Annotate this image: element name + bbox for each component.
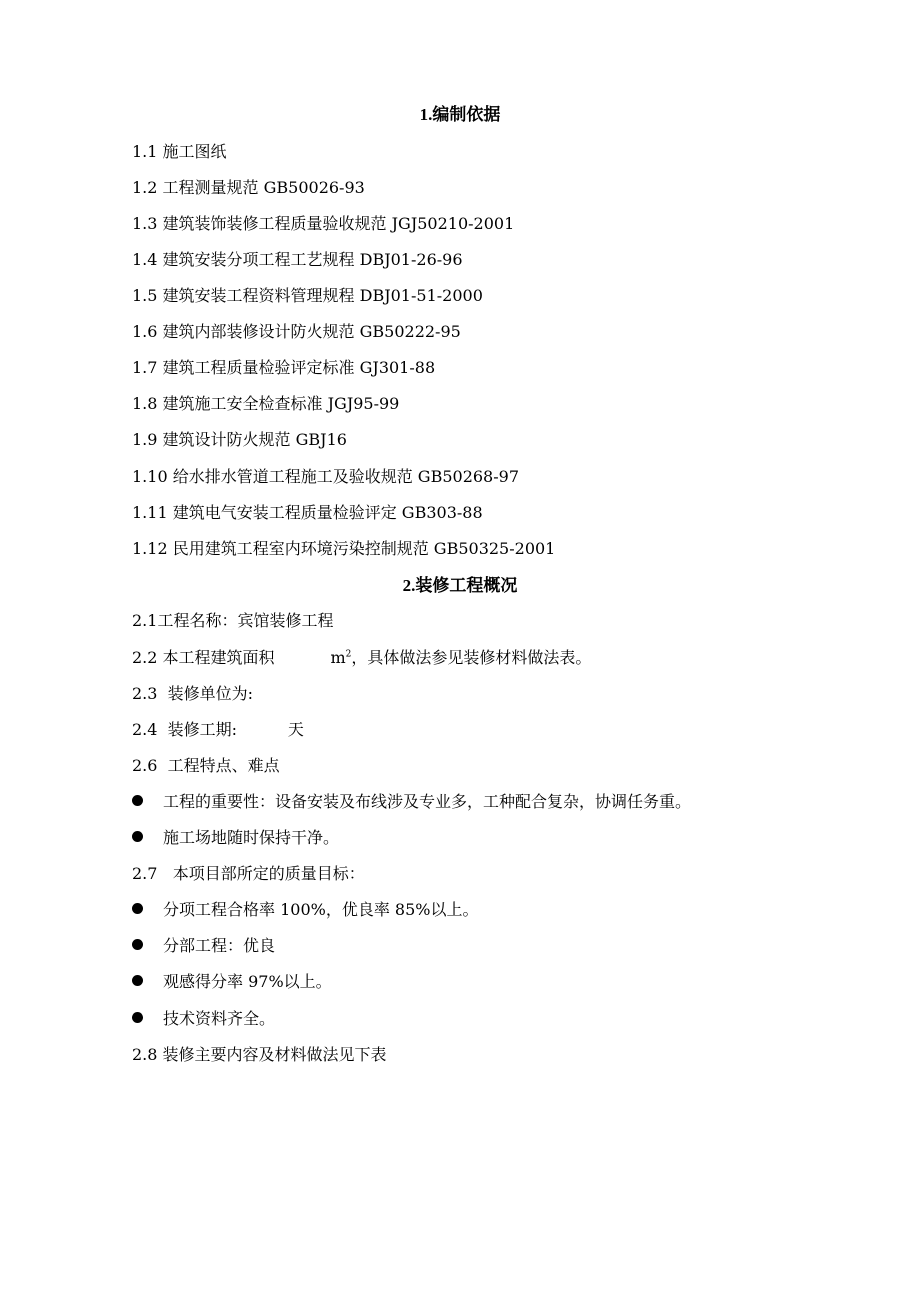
bullet-item (132, 971, 332, 993)
bullet-item (132, 791, 691, 813)
overview-item-2-7: 2.7 本项目部所定的质量目标： (132, 864, 365, 883)
area-unit-superscript: 2 (345, 649, 352, 660)
bullet-text: 分项工程合格率 100%，优良率 85%以上。 (163, 900, 479, 919)
section-2-heading: 2.装修工程概况 (402, 576, 518, 595)
bullet-item (132, 1008, 275, 1030)
basis-item-1-2: 1.2 工程测量规范 GB50026-93 (132, 178, 365, 197)
bullet-item (132, 935, 275, 957)
basis-item-1-9: 1.9 建筑设计防火规范 GBJ16 (132, 430, 347, 449)
bullet-text: 施工场地随时保持干净。 (163, 828, 340, 847)
basis-item-1-5: 1.5 建筑安装工程资料管理规程 DBJ01-51-2000 (132, 286, 483, 305)
bullet-dot-icon (132, 1012, 143, 1023)
overview-item-2-2 (132, 647, 591, 669)
section-1-heading: 1.编制依据 (419, 105, 501, 124)
basis-item-1-7: 1.7 建筑工程质量检验评定标准 GJ301-88 (132, 358, 436, 377)
bullet-item (132, 827, 339, 849)
basis-item-1-12: 1.12 民用建筑工程室内环境污染控制规范 GB50325-2001 (132, 539, 556, 558)
area-text: 2.2 本工程建筑面积 m (132, 648, 346, 667)
overview-item-2-6: 2.6 工程特点、难点 (132, 756, 280, 775)
basis-item-1-8: 1.8 建筑施工安全检查标准 JGJ95-99 (132, 394, 400, 413)
basis-item-1-3: 1.3 建筑装饰装修工程质量验收规范 JGJ50210-2001 (132, 214, 515, 233)
overview-item-2-3: 2.3 装修单位为: (132, 684, 254, 703)
bullet-text: 观感得分率 97%以上。 (163, 972, 332, 991)
bullet-dot-icon (132, 831, 143, 842)
basis-item-1-1: 1.1 施工图纸 (132, 142, 227, 161)
bullet-dot-icon (132, 939, 143, 950)
bullet-text: 工程的重要性：设备安装及布线涉及专业多，工种配合复杂，协调任务重。 (163, 792, 692, 811)
bullet-text: 技术资料齐全。 (163, 1009, 276, 1028)
overview-item-2-8: 2.8 装修主要内容及材料做法见下表 (132, 1045, 387, 1064)
bullet-dot-icon (132, 795, 143, 806)
bullet-item (132, 899, 478, 921)
bullet-dot-icon (132, 903, 143, 914)
basis-item-1-6: 1.6 建筑内部装修设计防火规范 GB50222-95 (132, 322, 461, 341)
basis-item-1-11: 1.11 建筑电气安装工程质量检验评定 GB303-88 (132, 503, 483, 522)
overview-item-2-1: 2.1工程名称：宾馆装修工程 (132, 611, 334, 630)
basis-item-1-10: 1.10 给水排水管道工程施工及验收规范 GB50268-97 (132, 467, 520, 486)
bullet-dot-icon (132, 975, 143, 986)
basis-item-1-4: 1.4 建筑安装分项工程工艺规程 DBJ01-26-96 (132, 250, 463, 269)
bullet-text: 分部工程：优良 (163, 936, 276, 955)
overview-item-2-4: 2.4 装修工期: 天 (132, 720, 304, 739)
area-text-suffix: ，具体做法参见装修材料做法表。 (351, 648, 592, 667)
